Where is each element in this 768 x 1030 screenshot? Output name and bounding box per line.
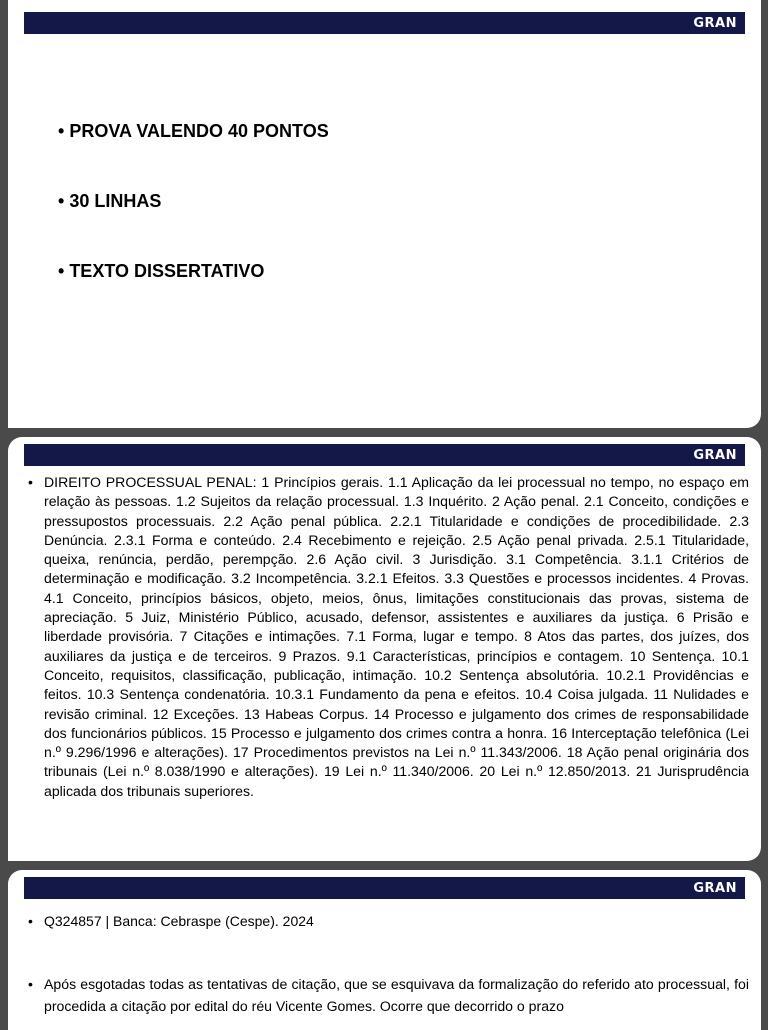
syllabus-text xyxy=(28,473,749,801)
syllabus-paragraph: • DIREITO PROCESSUAL PENAL: 1 Princípios gerais. 1.1 Aplicação da lei processual no tempo, no espaço em relação às pessoas. 1.2 Sujeitos da relação processual. 1.3 Inquérito. 2 Ação penal. 2.1 Conceito, condições e pressupostos processuais. 2.2 Ação penal pública. 2.2.1 Titularidade e condições de procedibilidade. 2.3 Denúncia. 2.3.1 Forma e conteúdo. 2.4 Recebimento e rejeição. 2.5 Ação penal privada. 2.5.1 Titularidade, queixa, renúncia, perdão, perempção. 2.6 Ação civil. 3 Jurisdição. 3.1 Competência. 3.1.1 Critérios de determinação e modificação. 3.2 Incompetência. 3.2.1 Efeitos. 3.3 Questões e processos incidentes. 4 Provas. 4.1 Conceito, princípios básicos, objeto, meios, ônus, limitações constitucionais das provas, sistema de apreciação. 5 Juiz, Ministério Público, acusado, defensor, assistentes e auxiliares da justiça. 6 Prisão e liberdade provisória. 7 Citações e intimações. 7.1 Forma, lugar e tempo. 8 Atos das partes, dos juízes, dos auxiliares da justiça e de terceiros. 9 Prazos. 9.1 Características, princípios e contagem. 10 Sentença. 10.1 Conceito, requisitos, classificação, publicação, intimação. 10.2 Sentença absolutória. 10.2.1 Providências e feitos. 10.3 Sentença condenatória. 10.3.1 Fundamento da pena e efeitos. 10.4 Coisa julgada. 11 Nulidades e revisão criminal. 12 Exceções. 13 Habeas Corpus. 14 Processo e julgamento dos crimes de responsabilidade dos funcionários públicos. 15 Processo e julgamento dos crimes contra a honra. 16 Interceptação telefônica (Lei n.º 9.296/1996 e alterações). 17 Procedimentos previstos na Lei n.º 11.343/2006. 18 Ação penal originária dos tribunais (Lei n.º 8.038/1990 e alterações). 19 Lei n.º 11.340/2006. 20 Lei n.º 12.850/2013. 21 Jurisprudência aplicada dos tribunais superiores. xyxy=(44,473,749,801)
header-bar xyxy=(24,444,745,466)
list-item: • 30 LINHAS xyxy=(58,188,329,258)
header-bar xyxy=(24,877,745,899)
slide-1 xyxy=(8,0,761,428)
exam-info-list xyxy=(58,118,329,328)
slide-3 xyxy=(8,870,761,1030)
slide-2 xyxy=(8,437,761,861)
gran-logo: GRAN xyxy=(693,448,737,463)
header-bar xyxy=(24,12,745,34)
question-body: • Após esgotadas todas as tentativas de citação, que se esquivava da formalização do referido ato processual, foi procedida a citação por edital do réu Vicente Gomes. Ocorre que decorrido o prazo xyxy=(44,973,749,1017)
list-item: • TEXTO DISSERTATIVO xyxy=(58,258,329,328)
question-id: • Q324857 | Banca: Cebraspe (Cespe). 2024 xyxy=(44,912,749,931)
gran-logo: GRAN xyxy=(693,16,737,31)
list-item: • PROVA VALENDO 40 PONTOS xyxy=(58,118,329,188)
gran-logo: GRAN xyxy=(693,881,737,896)
